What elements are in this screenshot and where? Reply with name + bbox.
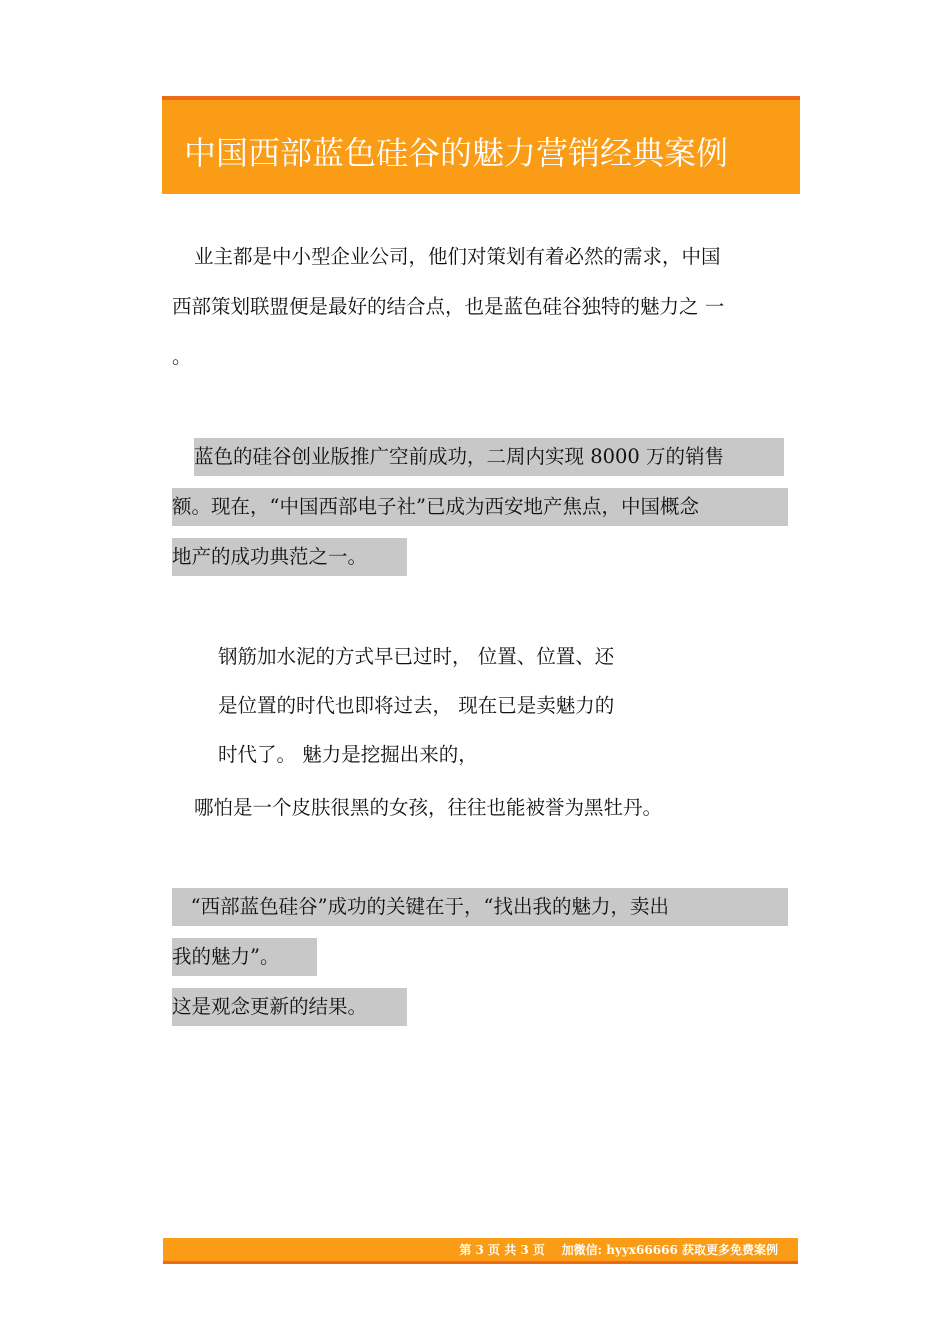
paragraph-2-line-1: 蓝色的硅谷创业版推广空前成功，二周内实现 8000 万的销售: [194, 438, 784, 476]
header-banner: [162, 96, 800, 194]
paragraph-4-line-3: 这是观念更新的结果。: [172, 988, 407, 1026]
page-title: 中国西部蓝色硅谷的魅力营销经典案例: [184, 134, 729, 172]
paragraph-1-line-3: 。: [172, 345, 192, 368]
paragraph-4-line-2: 我的魅力”。: [172, 938, 317, 976]
paragraph-3-line-1: 钢筋加水泥的方式早已过时， 位置、位置、还: [218, 645, 615, 668]
footer-banner: [163, 1238, 798, 1264]
footer-text: 第 3 页 共 3 页 加微信: hyyx66666 获取更多免费案例: [459, 1243, 778, 1257]
paragraph-2-line-3: 地产的成功典范之一。: [172, 538, 407, 576]
paragraph-3-line-3: 时代了。 魅力是挖掘出来的，: [218, 743, 478, 766]
paragraph-3-line-4: 哪怕是一个皮肤很黑的女孩，往往也能被誉为黑牡丹。: [194, 796, 663, 819]
paragraph-4-line-1: “西部蓝色硅谷”成功的关键在于，“找出我的魅力，卖出: [172, 888, 788, 926]
paragraph-2-line-2: 额。现在，“中国西部电子社”已成为西安地产焦点，中国概念: [172, 488, 788, 526]
paragraph-1-line-1: 业主都是中小型企业公司，他们对策划有着必然的需求，中国: [194, 245, 721, 268]
paragraph-3-line-2: 是位置的时代也即将过去， 现在已是卖魅力的: [218, 694, 615, 717]
paragraph-1-line-2: 西部策划联盟便是最好的结合点，也是蓝色硅谷独特的魅力之 一: [172, 295, 725, 318]
